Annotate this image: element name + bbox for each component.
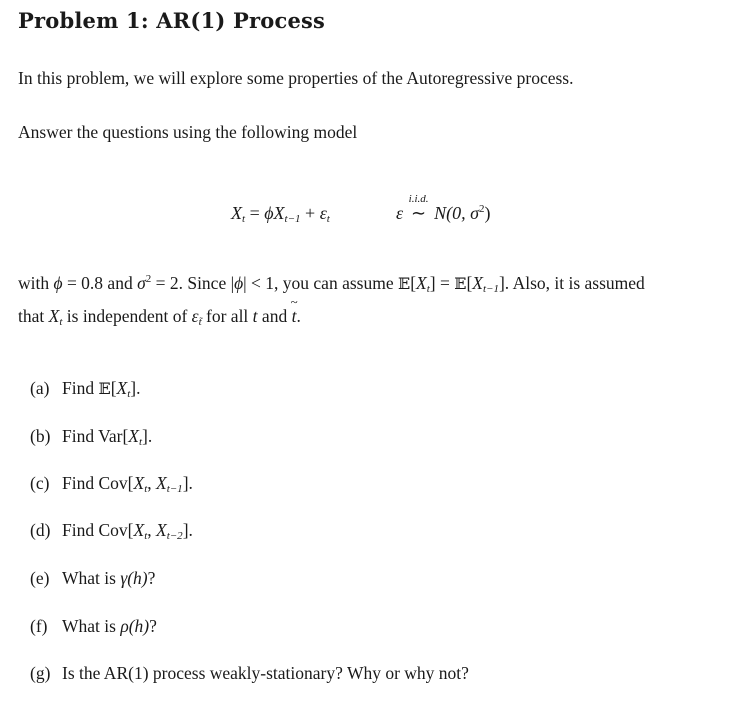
iid-sim-symbol: i.i.d. ∼ [408, 193, 429, 223]
problem-title: Problem 1: AR(1) Process [18, 8, 326, 33]
instruction-paragraph: Answer the questions using the following model [18, 122, 358, 142]
question-b: (b) Find $Var[X_t]$. [30, 426, 153, 448]
condition-line-2: that $X_t$ is independent of $\varepsilon_{t̃}$ for all t and ~ t. [18, 306, 301, 327]
question-e: (e) What is γ(h)? [30, 568, 156, 588]
question-a: (a) Find $𝔼[X_t]$. [30, 378, 141, 400]
question-d: (d) Find $Cov[X_t$, $X_{t-2}$]. [30, 520, 193, 542]
condition-line-1: with ϕ = 0.8 and $\sigma^2 = 2$. Since |ϕ| < 1, you can assume $𝔼[X_t]$ = $𝔼[X_{t-1}]$. Also, it is assumed [18, 273, 645, 295]
question-f: (f) What is ρ(h)? [30, 616, 157, 636]
error-distribution: ε i.i.d. ∼ N(0, $\sigma^2$) [396, 193, 491, 223]
question-g: (g) Is the AR(1) process weakly-stationary? Why or why not? [30, 663, 469, 683]
question-c: (c) Find $Cov[X_t$, $X_{t-1}$]. [30, 473, 193, 495]
model-equation: $X_t = \phi X_{t-1} + \varepsilon_t$ [231, 203, 330, 225]
intro-paragraph: In this problem, we will explore some properties of the Autoregressive process. [18, 68, 574, 88]
